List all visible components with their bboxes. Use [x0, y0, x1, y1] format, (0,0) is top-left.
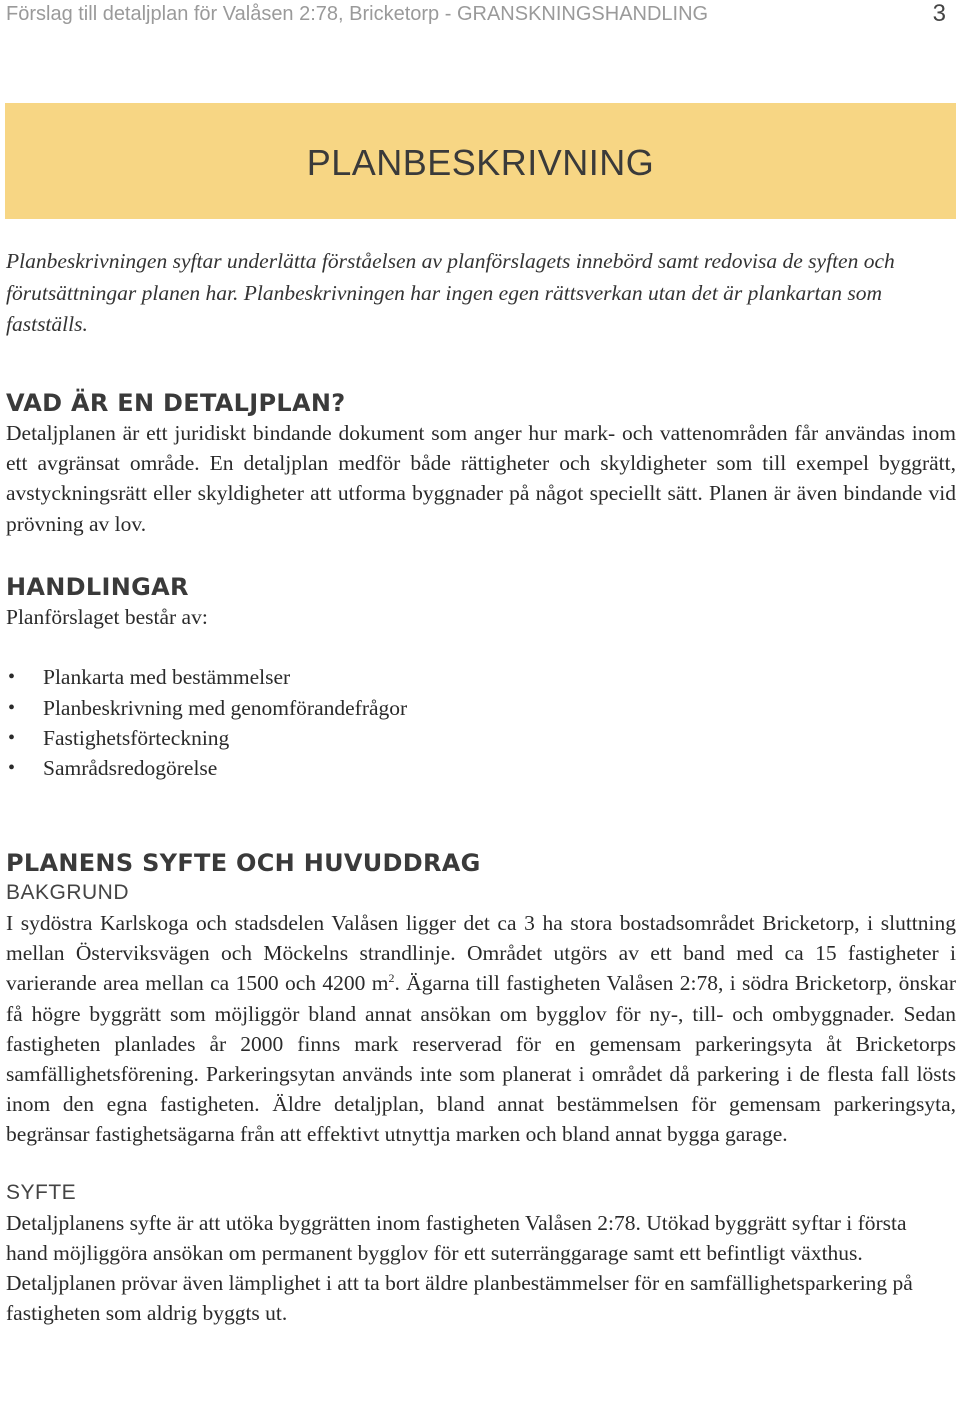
- section-heading-syfte-huvuddrag: PLANENS SYFTE OCH HUVUDDRAG: [6, 849, 481, 877]
- bullet-icon: •: [8, 757, 16, 780]
- page-title: PLANBESKRIVNING: [306, 142, 655, 183]
- subheading-bakgrund: BAKGRUND: [6, 881, 130, 904]
- superscript: 2: [388, 971, 395, 986]
- list-item: • Plankarta med bestämmelser: [6, 662, 956, 692]
- subheading-syfte: SYFTE: [6, 1180, 77, 1204]
- syfte-text: Detaljplanens syfte är att utöka byggrätten inom fastigheten Valåsen 2:78. Utökad byggrätt syftar i första hand möjliggöra ansökan om permanent bygglov för ett suterränggarage samt ett befintligt växthus. Detaljplanen prövar även lämplighet i att ta bort äldre planbestämmelser för en samfällighetsparkering på fastigheten som aldrig byggts ut.: [6, 1210, 913, 1326]
- detaljplan-text: Detaljplanen är ett juridiskt bindande dokument som anger hur mark- och vattenområden får användas inom ett avgränsat område. En detaljplan medför både rättigheter och skyldigheter som till exempel byggrätt, avstyckningsrätt eller skyldigheter att utforma byggnader på något speciellt sätt. Planen är även bindande vid prövning av lov.: [6, 421, 956, 536]
- bullet-icon: •: [8, 696, 16, 719]
- handlingar-lead: Planförslaget består av:: [6, 605, 208, 629]
- section-heading-handlingar: HANDLINGAR: [6, 573, 189, 601]
- section-detaljplan: [6, 388, 956, 539]
- list-item: • Planbeskrivning med genomförandefrågor: [6, 693, 956, 723]
- running-title: Förslag till detaljplan för Valåsen 2:78, Bricketorp - GRANSKNINGSHANDLING: [6, 3, 709, 25]
- bullet-icon: •: [8, 726, 16, 749]
- page-header: [6, 0, 946, 28]
- section-syfte-huvuddrag: [6, 848, 956, 1328]
- list-item: • Fastighetsförteckning: [6, 723, 956, 753]
- section-heading-detaljplan: VAD ÄR EN DETALJPLAN?: [6, 389, 346, 417]
- bakgrund-text: I sydöstra Karlskoga och stadsdelen Valåsen ligger det ca 3 ha stora bostadsområdet Bricketorp, i sluttning mellan Österviksvägen och Möckelns strandlinje. Området utgörs av ett band med ca 15 fastigheter i varierande area mellan ca 1500 och 4200 $m^2$. Ägarna till fastigheten Valåsen 2:78, i södra Bricketorp, önskar få högre byggrätt som möjliggör bland annat ansökan om bygglov för ny-, till- och ombyggnader. Sedan fastigheten planlades år 2000 finns mark reserverad för en gemensam parkeringsyta åt Bricketorps samfällighetsförening. Parkeringsytan används inte som planerat i området då parkering i de flesta fall lösts inom den egna fastigheten. Äldre detaljplan, bland annat bestämmelsen för gemensam parkeringsyta, begränsar fastighetsägarna från att effektivt utnyttja marken och bland annat bygga garage.: [6, 911, 956, 1147]
- page-number: 3: [932, 0, 946, 27]
- intro-paragraph: Planbeskrivningen syftar underlätta förståelsen av planförslagets innebörd samt redovisa de syften och förutsättningar planen har. Planbeskrivningen har ingen egen rättsverkan utan det är plankartan som fastställs.: [6, 249, 895, 336]
- section-handlingar: [6, 572, 956, 783]
- handlingar-list: [6, 662, 956, 783]
- title-banner: [5, 103, 956, 219]
- bullet-icon: •: [8, 666, 16, 689]
- list-item: • Samrådsredogörelse: [6, 753, 956, 783]
